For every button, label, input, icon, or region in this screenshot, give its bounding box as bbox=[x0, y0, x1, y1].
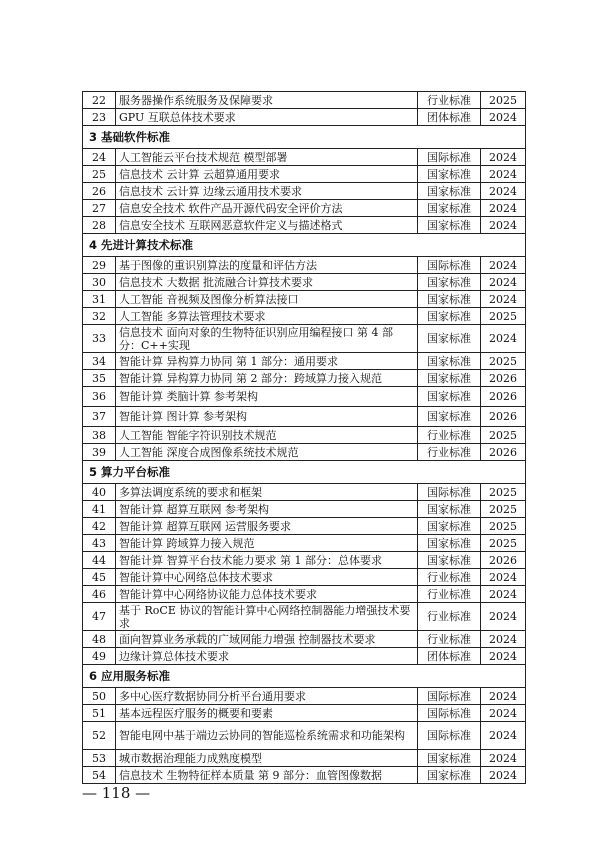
row-number: 28 bbox=[83, 217, 116, 234]
standard-type: 国际标准 bbox=[418, 705, 481, 722]
table-row bbox=[83, 92, 526, 109]
standard-type: 团体标准 bbox=[418, 648, 481, 665]
standard-name: 智能电网中基于端边云协同的智能巡检系统需求和功能架构 bbox=[116, 722, 418, 750]
standard-year: 2025 bbox=[481, 484, 526, 501]
standard-name: 信息技术 云计算 云超算通用要求 bbox=[116, 166, 418, 183]
table-row bbox=[83, 387, 526, 407]
standard-name: 人工智能 音视频及图像分析算法接口 bbox=[116, 291, 418, 308]
standard-name: 智能计算中心网络协议能力总体技术要求 bbox=[116, 586, 418, 603]
standard-type: 国家标准 bbox=[418, 370, 481, 387]
standard-type: 行业标准 bbox=[418, 427, 481, 444]
standard-year: 2024 bbox=[481, 722, 526, 750]
row-number: 38 bbox=[83, 427, 116, 444]
standard-name: 信息安全技术 软件产品开源代码安全评价方法 bbox=[116, 200, 418, 217]
standard-year: 2024 bbox=[481, 569, 526, 586]
table-row bbox=[83, 767, 526, 784]
standard-type: 国家标准 bbox=[418, 518, 481, 535]
standard-name: 多中心医疗数据协同分析平台通用要求 bbox=[116, 688, 418, 705]
table-row bbox=[83, 217, 526, 234]
standards-table bbox=[82, 91, 526, 784]
standard-type: 国家标准 bbox=[418, 535, 481, 552]
standard-name: 基于图像的重识别算法的度量和评估方法 bbox=[116, 257, 418, 274]
standard-type: 行业标准 bbox=[418, 631, 481, 648]
standard-name: 人工智能云平台技术规范 模型部署 bbox=[116, 149, 418, 166]
row-number: 29 bbox=[83, 257, 116, 274]
standard-name: 人工智能 智能字符识别技术规范 bbox=[116, 427, 418, 444]
row-number: 40 bbox=[83, 484, 116, 501]
standard-type: 国家标准 bbox=[418, 387, 481, 407]
table-row bbox=[83, 257, 526, 274]
standard-type: 国家标准 bbox=[418, 552, 481, 569]
standard-type: 行业标准 bbox=[418, 586, 481, 603]
section-title: 6 应用服务标准 bbox=[83, 665, 526, 688]
standard-name: 信息技术 大数据 批流融合计算技术要求 bbox=[116, 274, 418, 291]
standard-name: 智能计算中心网络总体技术要求 bbox=[116, 569, 418, 586]
standard-year: 2024 bbox=[481, 688, 526, 705]
standard-type: 国家标准 bbox=[418, 274, 481, 291]
standard-type: 行业标准 bbox=[418, 603, 481, 631]
section-title: 5 算力平台标准 bbox=[83, 461, 526, 484]
row-number: 44 bbox=[83, 552, 116, 569]
table-row bbox=[83, 722, 526, 750]
standard-name: 基于 RoCE 协议的智能计算中心网络控制器能力增强技术要求 bbox=[116, 603, 418, 631]
standard-type: 国际标准 bbox=[418, 688, 481, 705]
standard-year: 2024 bbox=[481, 291, 526, 308]
standard-type: 国际标准 bbox=[418, 257, 481, 274]
standard-year: 2024 bbox=[481, 767, 526, 784]
standard-type: 国家标准 bbox=[418, 750, 481, 767]
standard-year: 2024 bbox=[481, 200, 526, 217]
row-number: 52 bbox=[83, 722, 116, 750]
standard-type: 国家标准 bbox=[418, 501, 481, 518]
row-number: 26 bbox=[83, 183, 116, 200]
row-number: 33 bbox=[83, 325, 116, 353]
table-row bbox=[83, 631, 526, 648]
table-row bbox=[83, 274, 526, 291]
row-number: 32 bbox=[83, 308, 116, 325]
standard-name: 基本远程医疗服务的概要和要素 bbox=[116, 705, 418, 722]
table-row bbox=[83, 325, 526, 353]
standard-year: 2024 bbox=[481, 325, 526, 353]
table-row bbox=[83, 518, 526, 535]
row-number: 46 bbox=[83, 586, 116, 603]
standard-type: 行业标准 bbox=[418, 569, 481, 586]
standard-year: 2026 bbox=[481, 552, 526, 569]
standard-name: 边缘计算总体技术要求 bbox=[116, 648, 418, 665]
standard-year: 2024 bbox=[481, 603, 526, 631]
row-number: 27 bbox=[83, 200, 116, 217]
standard-name: 人工智能 深度合成图像系统技术规范 bbox=[116, 444, 418, 461]
table-row bbox=[83, 586, 526, 603]
row-number: 51 bbox=[83, 705, 116, 722]
table-row bbox=[83, 427, 526, 444]
row-number: 23 bbox=[83, 109, 116, 126]
section-header-row bbox=[83, 234, 526, 257]
standard-type: 国家标准 bbox=[418, 353, 481, 370]
standard-name: 面向智算业务承载的广域网能力增强 控制器技术要求 bbox=[116, 631, 418, 648]
row-number: 45 bbox=[83, 569, 116, 586]
standard-year: 2026 bbox=[481, 407, 526, 427]
standard-name: 智能计算 智算平台技术能力要求 第 1 部分：总体要求 bbox=[116, 552, 418, 569]
row-number: 43 bbox=[83, 535, 116, 552]
table-row bbox=[83, 166, 526, 183]
standard-year: 2024 bbox=[481, 217, 526, 234]
table-row bbox=[83, 688, 526, 705]
table-row bbox=[83, 535, 526, 552]
row-number: 48 bbox=[83, 631, 116, 648]
row-number: 30 bbox=[83, 274, 116, 291]
section-header-row bbox=[83, 461, 526, 484]
standard-type: 国家标准 bbox=[418, 291, 481, 308]
standard-year: 2024 bbox=[481, 109, 526, 126]
standard-type: 国家标准 bbox=[418, 308, 481, 325]
standard-year: 2024 bbox=[481, 750, 526, 767]
standard-name: 信息技术 生物特征样本质量 第 9 部分：血管图像数据 bbox=[116, 767, 418, 784]
row-number: 50 bbox=[83, 688, 116, 705]
standard-year: 2026 bbox=[481, 370, 526, 387]
standard-name: 服务器操作系统服务及保障要求 bbox=[116, 92, 418, 109]
standard-year: 2025 bbox=[481, 427, 526, 444]
standard-name: 智能计算 跨域算力接入规范 bbox=[116, 535, 418, 552]
standard-year: 2024 bbox=[481, 149, 526, 166]
table-row bbox=[83, 648, 526, 665]
standard-name: 智能计算 超算互联网 参考架构 bbox=[116, 501, 418, 518]
standard-name: 智能计算 类脑计算 参考架构 bbox=[116, 387, 418, 407]
standard-type: 国际标准 bbox=[418, 149, 481, 166]
table-row bbox=[83, 705, 526, 722]
table-row bbox=[83, 750, 526, 767]
standard-year: 2025 bbox=[481, 518, 526, 535]
table-row bbox=[83, 291, 526, 308]
standard-name: 城市数据治理能力成熟度模型 bbox=[116, 750, 418, 767]
standard-name: 智能计算 异构算力协同 第 2 部分：跨域算力接入规范 bbox=[116, 370, 418, 387]
standard-year: 2024 bbox=[481, 274, 526, 291]
standard-name: 智能计算 图计算 参考架构 bbox=[116, 407, 418, 427]
row-number: 34 bbox=[83, 353, 116, 370]
table-row bbox=[83, 183, 526, 200]
table-row bbox=[83, 603, 526, 631]
table-row bbox=[83, 109, 526, 126]
standard-year: 2024 bbox=[481, 705, 526, 722]
standard-type: 国家标准 bbox=[418, 183, 481, 200]
standard-year: 2024 bbox=[481, 166, 526, 183]
row-number: 22 bbox=[83, 92, 116, 109]
standard-year: 2024 bbox=[481, 631, 526, 648]
row-number: 36 bbox=[83, 387, 116, 407]
row-number: 53 bbox=[83, 750, 116, 767]
row-number: 54 bbox=[83, 767, 116, 784]
standard-year: 2024 bbox=[481, 257, 526, 274]
section-header-row bbox=[83, 126, 526, 149]
standard-type: 国家标准 bbox=[418, 767, 481, 784]
standard-type: 行业标准 bbox=[418, 92, 481, 109]
row-number: 39 bbox=[83, 444, 116, 461]
table-row bbox=[83, 501, 526, 518]
standard-type: 国家标准 bbox=[418, 200, 481, 217]
standard-year: 2026 bbox=[481, 387, 526, 407]
standard-type: 国家标准 bbox=[418, 217, 481, 234]
table-row bbox=[83, 444, 526, 461]
standard-name: 信息技术 面向对象的生物特征识别应用编程接口 第 4 部分：C++实现 bbox=[116, 325, 418, 353]
standard-name: 智能计算 超算互联网 运营服务要求 bbox=[116, 518, 418, 535]
standard-type: 国家标准 bbox=[418, 407, 481, 427]
page-number: — 118 — bbox=[82, 784, 151, 802]
standard-year: 2024 bbox=[481, 183, 526, 200]
standard-type: 国家标准 bbox=[418, 166, 481, 183]
table-row bbox=[83, 149, 526, 166]
standard-type: 行业标准 bbox=[418, 444, 481, 461]
standard-name: 信息安全技术 互联网恶意软件定义与描述格式 bbox=[116, 217, 418, 234]
standard-year: 2025 bbox=[481, 308, 526, 325]
row-number: 25 bbox=[83, 166, 116, 183]
row-number: 42 bbox=[83, 518, 116, 535]
section-title: 4 先进计算技术标准 bbox=[83, 234, 526, 257]
standard-year: 2026 bbox=[481, 444, 526, 461]
section-header-row bbox=[83, 665, 526, 688]
standard-type: 国家标准 bbox=[418, 325, 481, 353]
table-row bbox=[83, 353, 526, 370]
table-row bbox=[83, 200, 526, 217]
standard-year: 2025 bbox=[481, 501, 526, 518]
standard-year: 2025 bbox=[481, 535, 526, 552]
row-number: 31 bbox=[83, 291, 116, 308]
row-number: 49 bbox=[83, 648, 116, 665]
standard-year: 2024 bbox=[481, 586, 526, 603]
row-number: 35 bbox=[83, 370, 116, 387]
table-row bbox=[83, 552, 526, 569]
standard-year: 2024 bbox=[481, 648, 526, 665]
table-row bbox=[83, 484, 526, 501]
standard-type: 国际标准 bbox=[418, 722, 481, 750]
table-row bbox=[83, 308, 526, 325]
row-number: 41 bbox=[83, 501, 116, 518]
row-number: 47 bbox=[83, 603, 116, 631]
standard-year: 2025 bbox=[481, 353, 526, 370]
standard-year: 2025 bbox=[481, 92, 526, 109]
standard-name: 智能计算 异构算力协同 第 1 部分：通用要求 bbox=[116, 353, 418, 370]
section-title: 3 基础软件标准 bbox=[83, 126, 526, 149]
standard-type: 国际标准 bbox=[418, 484, 481, 501]
standard-type: 团体标准 bbox=[418, 109, 481, 126]
row-number: 24 bbox=[83, 149, 116, 166]
row-number: 37 bbox=[83, 407, 116, 427]
standard-name: GPU 互联总体技术要求 bbox=[116, 109, 418, 126]
standard-name: 多算法调度系统的要求和框架 bbox=[116, 484, 418, 501]
table-row bbox=[83, 569, 526, 586]
standard-name: 信息技术 云计算 边缘云通用技术要求 bbox=[116, 183, 418, 200]
table-row bbox=[83, 370, 526, 387]
standard-name: 人工智能 多算法管理技术要求 bbox=[116, 308, 418, 325]
table-row bbox=[83, 407, 526, 427]
